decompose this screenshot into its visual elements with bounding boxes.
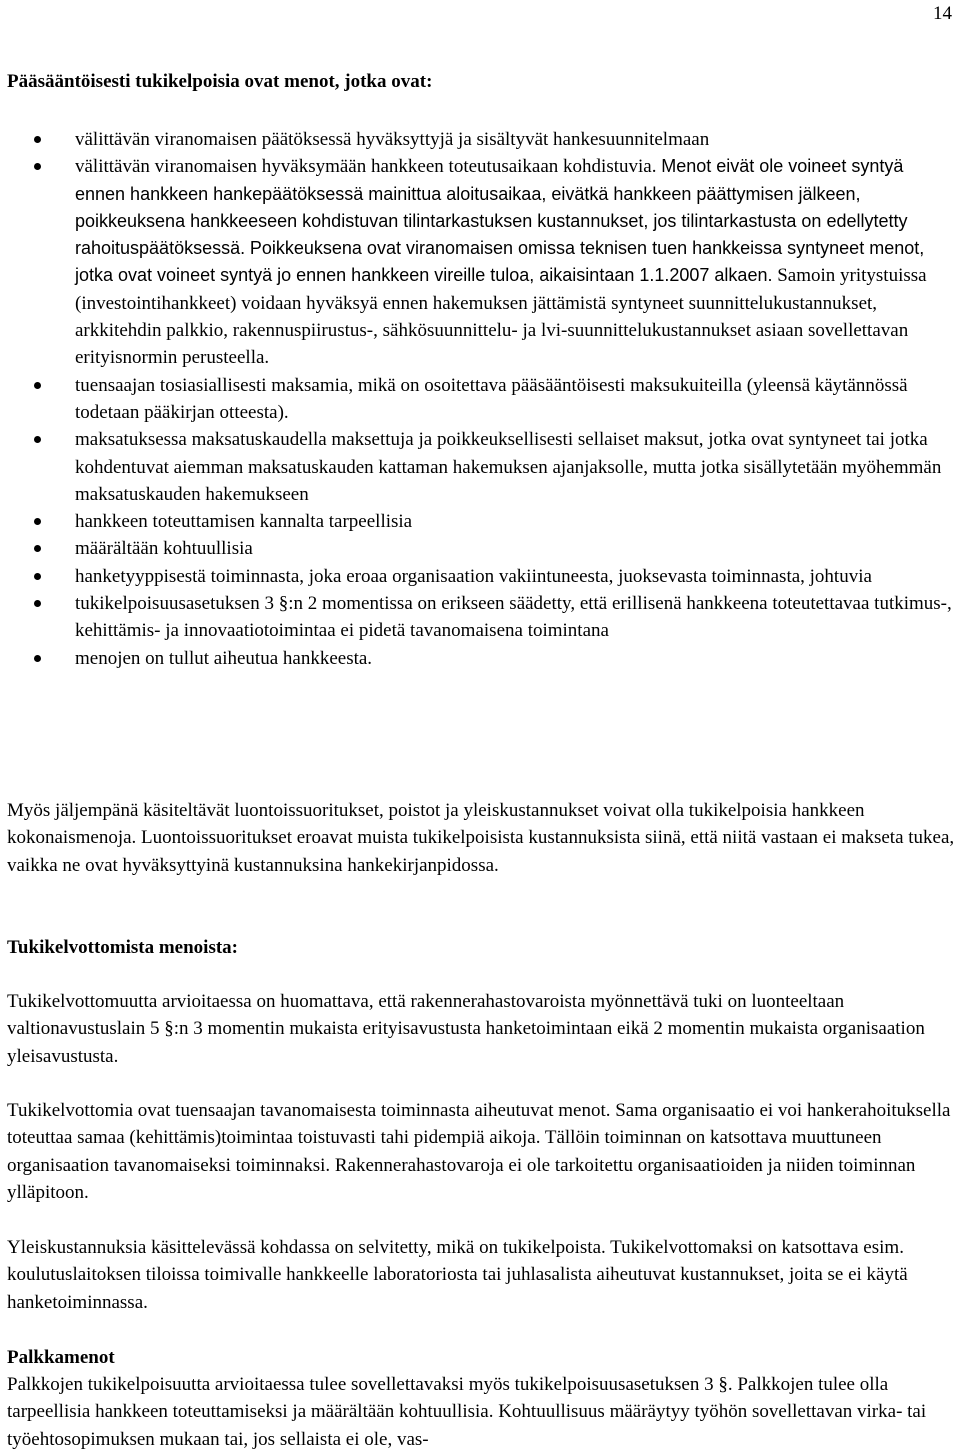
list-item: hanketyyppisestä toiminnasta, joka eroaa organisaation vakiintuneesta, juoksevasta toiminnasta, johtuvia [7, 563, 955, 590]
page-number: 14 [933, 3, 952, 24]
list-item: välittävän viranomaisen hyväksymään hankkeen toteutusaikaan kohdistuvia. Menot eivät ole voineet syntyä ennen hankkeen hankepäätöksessä mainittua aloitusaikaa, eivätkä hankkeen päättymisen jälkeen, poikkeuksena hankkeeseen kohdistuvan tilintarkastuksen kustannukset, jos tilintarkastusta on edellytetty rahoituspäätöksessä. Poikkeuksena ovat viranomaisen omissa teknisen tuen hankkeissa syntyneet menot, jotka ovat voineet syntyä jo ennen hankkeen vireille tuloa, aikaisintaan 1.1.2007 alkaen. Samoin yritystuissa (investointihankkeet) voidaan hyväksyä ennen hakemuksen jättämistä syntyneet suunnittelukustannukset, arkkitehdin palkkio, rakennuspiirustus-, sähkösuunnittelu- ja lvi-suunnittelukustannukset asiaan sovellettavan erityisnormin perusteella. [7, 153, 955, 371]
section-heading-ineligible: Tukikelvottomista menoista: [7, 937, 239, 958]
company-aid-note: Samoin yritystuissa (investointihankkeet) voidaan hyväksyä ennen hakemuksen jättämistä syntyneet suunnittelukustannukset, arkkitehdin palkkio, rakennuspiirustus-, sähkösuunnittelu- ja lvi-suunnittelukustannukset asiaan sovellettavan erityisnormin perusteella. [75, 265, 927, 369]
section-heading-salaries: Palkkamenot [7, 1347, 115, 1368]
in-kind-paragraph: Myös jäljempänä käsiteltävät luontoissuoritukset, poistot ja yleiskustannukset voivat olla tukikelpoisia hankkeen kokonaismenoja. Luontoissuoritukset eroavat muista tukikelpoisista kustannuksista siinä, että niitä vastaan ei makseta tukea, vaikka ne ovat hyväksyttyinä kustannuksina hankekirjanpidossa. [7, 800, 955, 876]
list-item: hankkeen toteuttamisen kannalta tarpeellisia [7, 508, 955, 535]
list-item: määrältään kohtuullisia [7, 535, 955, 562]
salaries-paragraph: Palkkojen tukikelpoisuutta arvioitaessa tulee sovellettavaksi myös tukikelpoisuusasetuksen 3 §. Palkkojen tulee olla tarpeellisia hankkeen toteuttamiseksi ja määrältään kohtuullisia. Kohtuullisuus määräytyy työhön sovellettavan virka- tai työehtosopimuksen mukaan tai, jos sellaista ei ole, vas- [7, 1374, 927, 1450]
start-time-note: Menot eivät ole voineet syntyä ennen hankkeen hankepäätöksessä mainittua aloitusaikaa, eivätkä hankkeen päättymisen jälkeen, poikkeuksena hankkeeseen kohdistuvan tilintarkastuksen kustannukset, jos tilintarkastusta on edellytetty rahoituspäätöksessä. [75, 156, 908, 259]
exception-note: Poikkeuksena ovat viranomaisen omissa teknisen tuen hankkeissa syntyneet menot, jotka ovat voineet syntyä jo ennen hankkeen vireille tuloa, aikaisintaan 1.1.2007 alkaen. [75, 238, 925, 286]
list-item: tuensaajan tosiasiallisesti maksamia, mikä on osoitettava pääsääntöisesti maksukuiteilla (yleensä käytännössä todetaan pääkirjan otteesta). [7, 372, 955, 427]
section-heading-eligible: Pääsääntöisesti tukikelpoisia ovat menot, jotka ovat: [7, 71, 433, 92]
list-item: menojen on tullut aiheutua hankkeesta. [7, 645, 955, 672]
ineligible-paragraph-3: Yleiskustannuksia käsittelevässä kohdassa on selvitetty, mikä on tukikelpoista. Tukikelvottomaksi on katsottava esim. koulutuslaitoksen tiloissa toimivalle hankkeelle laboratoriosta tai juhlasalista aiheutuvat kustannukset, joita se ei käytä hanketoiminnassa. [7, 1237, 908, 1313]
list-item: välittävän viranomaisen päätöksessä hyväksyttyjä ja sisältyvät hankesuunnitelmaan [7, 126, 955, 153]
ineligible-paragraph-1: Tukikelvottomuutta arvioitaessa on huomattava, että rakennerahastovaroista myönnettävä tuki on luonteeltaan valtionavustuslain 5 §:n 3 momentin mukaista erityisavustusta hanketoimintaan eikä 2 momentin mukaista organisaation yleisavustusta. [7, 991, 925, 1067]
ineligible-paragraph-2: Tukikelvottomia ovat tuensaajan tavanomaisesta toiminnasta aiheutuvat menot. Sama organisaatio ei voi hankerahoituksella toteuttaa samaa (kehittämis)toimintaa toistuvasti tahi pidempiä aikoja. Tällöin toiminnan on katsottava muuttuneen organisaation tavanomaiseksi toiminnaksi. Rakennerahastovaroja ei ole tarkoitettu organisaatioiden ja niiden toiminnan ylläpitoon. [7, 1100, 951, 1203]
section-eligible [7, 68, 955, 95]
list-item: tukikelpoisuusasetuksen 3 §:n 2 momentissa on erikseen säädetty, että erillisenä hankkeena toteutettavaa tutkimus-, kehittämis- ja innovaatiotoimintaa ei pidetä tavanomaisena toimintana [7, 590, 955, 645]
eligible-list [7, 126, 955, 672]
list-item: maksatuksessa maksatuskaudella maksettuja ja poikkeuksellisesti sellaiset maksut, jotka ovat syntyneet tai jotka kohdentuvat aiemman maksatuskauden kattaman hakemuksen ajanjaksolle, mutta jotka sisällytetään myöhemmän maksatuskauden hakemukseen [7, 426, 955, 508]
